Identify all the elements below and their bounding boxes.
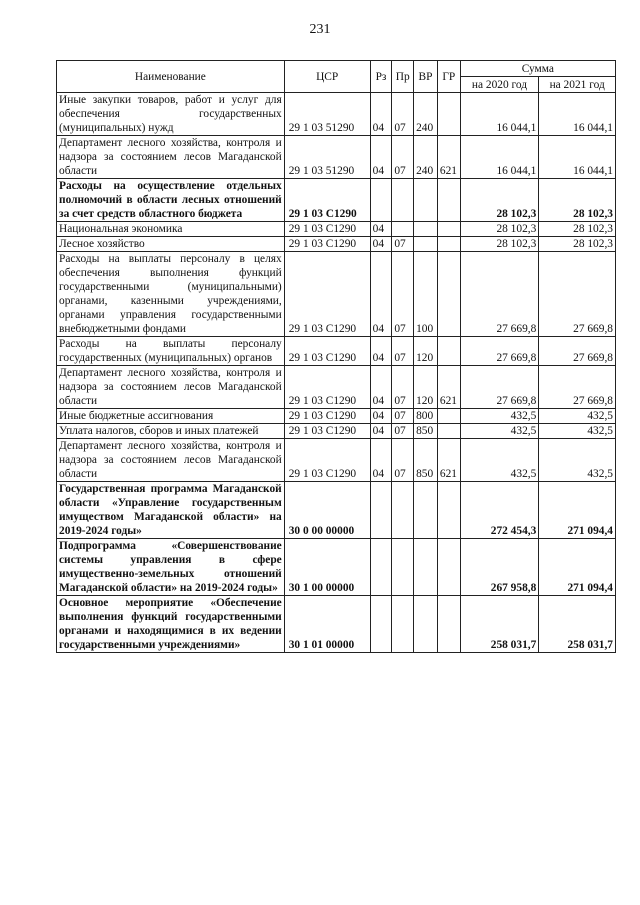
- row-csr: 29 1 03 51290: [284, 93, 370, 136]
- row-sum-2020: 272 454,3: [460, 482, 539, 539]
- row-sum-2021: 271 094,4: [539, 482, 616, 539]
- row-sum-2020: 27 669,8: [460, 337, 539, 366]
- row-pr: 07: [392, 439, 414, 482]
- row-gr: [437, 539, 460, 596]
- row-gr: 621: [437, 439, 460, 482]
- row-vr: 850: [414, 439, 438, 482]
- row-rz: [370, 539, 392, 596]
- row-gr: [437, 222, 460, 237]
- row-pr: [392, 539, 414, 596]
- row-name: Расходы на осуществление отдельных полномочий в области лесных отношений за счет средств областного бюджета: [57, 179, 285, 222]
- row-name: Подпрограмма «Совершенствование системы управления в сфере имущественно-земельных отношений Магаданской области» на 2019-2024 годы»: [57, 539, 285, 596]
- row-name: Иные закупки товаров, работ и услуг для обеспечения государственных (муниципальных) нужд: [57, 93, 285, 136]
- header-csr: ЦСР: [284, 61, 370, 93]
- row-sum-2021: 258 031,7: [539, 596, 616, 653]
- row-vr: 120: [414, 337, 438, 366]
- row-csr: 29 1 03 С1290: [284, 179, 370, 222]
- row-gr: [437, 93, 460, 136]
- row-rz: 04: [370, 439, 392, 482]
- table-row: [57, 179, 616, 222]
- row-pr: [392, 596, 414, 653]
- header-year-2020: на 2020 год: [460, 77, 539, 93]
- row-rz: [370, 482, 392, 539]
- row-rz: 04: [370, 136, 392, 179]
- row-sum-2021: 432,5: [539, 424, 616, 439]
- row-name: Основное мероприятие «Обеспечение выполнения функций государственными органами и находящимися в их ведении государственными учреждениями»: [57, 596, 285, 653]
- row-csr: 29 1 03 С1290: [284, 409, 370, 424]
- row-sum-2021: 27 669,8: [539, 366, 616, 409]
- row-gr: [437, 179, 460, 222]
- row-vr: 120: [414, 366, 438, 409]
- row-vr: 850: [414, 424, 438, 439]
- page-number: 231: [309, 22, 331, 37]
- header-pr: Пр: [392, 61, 414, 93]
- row-pr: [392, 179, 414, 222]
- row-sum-2021: 16 044,1: [539, 93, 616, 136]
- row-vr: 100: [414, 252, 438, 337]
- row-gr: [437, 337, 460, 366]
- table-row: [57, 366, 616, 409]
- header-year-2021: на 2021 год: [539, 77, 616, 93]
- row-sum-2020: 16 044,1: [460, 93, 539, 136]
- row-sum-2021: 28 102,3: [539, 237, 616, 252]
- table-row: [57, 222, 616, 237]
- row-pr: 07: [392, 424, 414, 439]
- row-rz: 04: [370, 424, 392, 439]
- row-pr: 07: [392, 136, 414, 179]
- table-row: [57, 409, 616, 424]
- row-csr: 29 1 03 С1290: [284, 237, 370, 252]
- row-csr: 30 1 00 00000: [284, 539, 370, 596]
- row-sum-2021: 432,5: [539, 409, 616, 424]
- table-row: [57, 136, 616, 179]
- row-csr: 29 1 03 С1290: [284, 439, 370, 482]
- row-rz: 04: [370, 252, 392, 337]
- row-pr: 07: [392, 337, 414, 366]
- row-rz: 04: [370, 337, 392, 366]
- row-name: Иные бюджетные ассигнования: [57, 409, 285, 424]
- row-pr: 07: [392, 366, 414, 409]
- row-gr: [437, 482, 460, 539]
- row-vr: 800: [414, 409, 438, 424]
- row-sum-2021: 16 044,1: [539, 136, 616, 179]
- table-row: [57, 439, 616, 482]
- row-gr: [437, 409, 460, 424]
- row-sum-2021: 432,5: [539, 439, 616, 482]
- row-gr: [437, 596, 460, 653]
- table-body: [57, 93, 616, 653]
- table-row: [57, 424, 616, 439]
- row-rz: 04: [370, 409, 392, 424]
- table-row: [57, 482, 616, 539]
- row-name: Расходы на выплаты персоналу в целях обеспечения выполнения функций государственными (муниципальными) органами, казенными учреждениями, органами управления государственными внебюджетными фондами: [57, 252, 285, 337]
- header-vr: ВР: [414, 61, 438, 93]
- row-sum-2020: 28 102,3: [460, 222, 539, 237]
- header-name: Наименование: [57, 61, 285, 93]
- row-vr: 240: [414, 93, 438, 136]
- row-gr: [437, 237, 460, 252]
- row-vr: [414, 482, 438, 539]
- row-vr: [414, 222, 438, 237]
- row-rz: 04: [370, 93, 392, 136]
- row-pr: 07: [392, 409, 414, 424]
- row-gr: [437, 424, 460, 439]
- budget-table: [56, 60, 616, 653]
- row-rz: 04: [370, 222, 392, 237]
- row-pr: 07: [392, 93, 414, 136]
- row-pr: [392, 482, 414, 539]
- row-name: Департамент лесного хозяйства, контроля и надзора за состоянием лесов Магаданской области: [57, 439, 285, 482]
- row-csr: 30 1 01 00000: [284, 596, 370, 653]
- row-rz: [370, 596, 392, 653]
- row-sum-2020: 28 102,3: [460, 237, 539, 252]
- row-pr: 07: [392, 252, 414, 337]
- row-gr: [437, 252, 460, 337]
- row-sum-2020: 432,5: [460, 424, 539, 439]
- row-sum-2021: 28 102,3: [539, 179, 616, 222]
- row-csr: 30 0 00 00000: [284, 482, 370, 539]
- row-rz: 04: [370, 366, 392, 409]
- row-csr: 29 1 03 С1290: [284, 222, 370, 237]
- row-csr: 29 1 03 С1290: [284, 252, 370, 337]
- table-row: [57, 237, 616, 252]
- row-gr: 621: [437, 136, 460, 179]
- row-pr: 07: [392, 237, 414, 252]
- row-name: Государственная программа Магаданской области «Управление государственным имуществом Магаданской области» на 2019-2024 годы»: [57, 482, 285, 539]
- row-sum-2020: 27 669,8: [460, 252, 539, 337]
- row-sum-2020: 432,5: [460, 439, 539, 482]
- row-sum-2020: 432,5: [460, 409, 539, 424]
- row-name: Департамент лесного хозяйства, контроля и надзора за состоянием лесов Магаданской области: [57, 366, 285, 409]
- row-sum-2020: 267 958,8: [460, 539, 539, 596]
- row-sum-2020: 28 102,3: [460, 179, 539, 222]
- table-row: [57, 596, 616, 653]
- table-row: [57, 93, 616, 136]
- header-sum: Сумма: [460, 61, 615, 77]
- row-vr: [414, 596, 438, 653]
- row-name: Уплата налогов, сборов и иных платежей: [57, 424, 285, 439]
- row-name: Национальная экономика: [57, 222, 285, 237]
- row-csr: 29 1 03 С1290: [284, 337, 370, 366]
- row-csr: 29 1 03 51290: [284, 136, 370, 179]
- row-csr: 29 1 03 С1290: [284, 424, 370, 439]
- table-row: [57, 252, 616, 337]
- row-sum-2020: 258 031,7: [460, 596, 539, 653]
- row-vr: [414, 237, 438, 252]
- row-vr: 240: [414, 136, 438, 179]
- row-gr: 621: [437, 366, 460, 409]
- row-csr: 29 1 03 С1290: [284, 366, 370, 409]
- row-sum-2021: 27 669,8: [539, 252, 616, 337]
- row-sum-2021: 28 102,3: [539, 222, 616, 237]
- row-sum-2021: 271 094,4: [539, 539, 616, 596]
- row-sum-2021: 27 669,8: [539, 337, 616, 366]
- row-rz: 04: [370, 237, 392, 252]
- row-vr: [414, 179, 438, 222]
- table-row: [57, 539, 616, 596]
- row-sum-2020: 27 669,8: [460, 366, 539, 409]
- row-name: Лесное хозяйство: [57, 237, 285, 252]
- row-sum-2020: 16 044,1: [460, 136, 539, 179]
- row-pr: [392, 222, 414, 237]
- row-rz: [370, 179, 392, 222]
- header-gr: ГР: [437, 61, 460, 93]
- row-name: Департамент лесного хозяйства, контроля и надзора за состоянием лесов Магаданской области: [57, 136, 285, 179]
- header-rz: Рз: [370, 61, 392, 93]
- table-row: [57, 337, 616, 366]
- row-vr: [414, 539, 438, 596]
- row-name: Расходы на выплаты персоналу государственных (муниципальных) органов: [57, 337, 285, 366]
